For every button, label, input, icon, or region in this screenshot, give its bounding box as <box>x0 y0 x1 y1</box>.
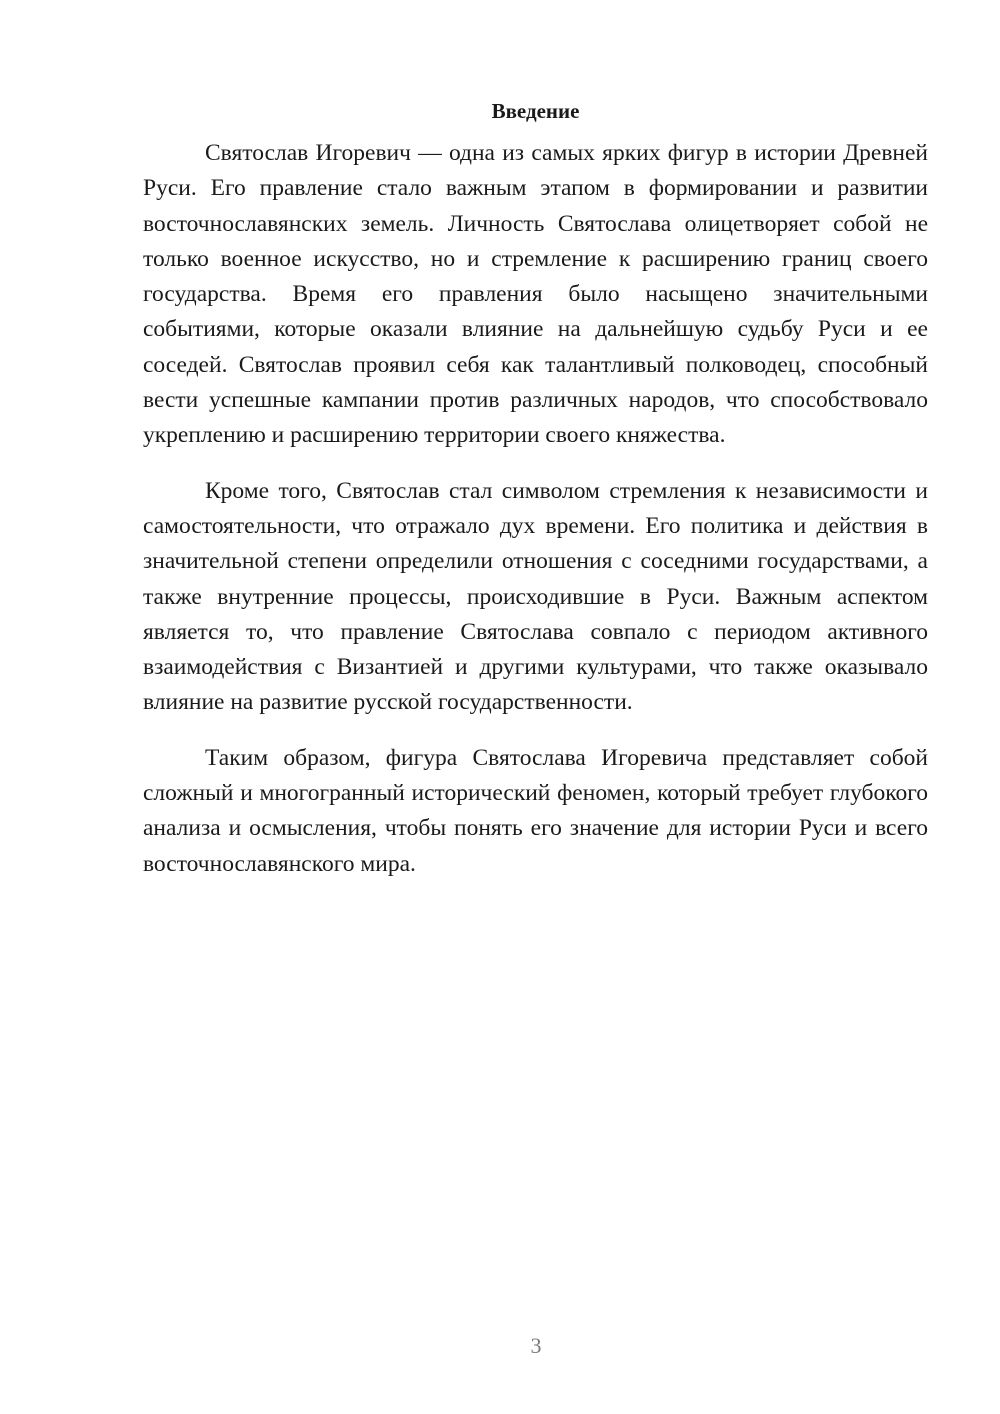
page-content <box>143 92 928 902</box>
page-number: 3 <box>530 1333 542 1358</box>
section-heading: Введение <box>491 99 580 123</box>
paragraph-1: Святослав Игоревич — одна из самых ярких фигур в истории Древней Руси. Его правление стало важным этапом в формировании и развитии восточнославянских земель. Личность Святослава олицетворяет собой не только военное искусство, но и стремление к расширению границ своего государства. Время его правления было насыщено значительными событиями, которые оказали влияние на дальнейшую судьбу Руси и ее соседей. Святослав проявил себя как талантливый полководец, способный вести успешные кампании против различных народов, что способствовало укреплению и расширению территории своего княжества. <box>143 140 928 449</box>
paragraph-3: Таким образом, фигура Святослава Игоревича представляет собой сложный и многогранный исторический феномен, который требует глубокого анализа и осмысления, чтобы понять его значение для истории Руси и всего восточнославянского мира. <box>143 744 928 877</box>
paragraph-2: Кроме того, Святослав стал символом стремления к независимости и самостоятельности, что отражало дух времени. Его политика и действия в значительной степени определили отношения с соседними государствами, а также внутренние процессы, происходившие в Руси. Важным аспектом является то, что правление Святослава совпало с периодом активного взаимодействия с Византией и другими культурами, что также оказывало влияние на развитие русской государственности. <box>143 477 928 716</box>
